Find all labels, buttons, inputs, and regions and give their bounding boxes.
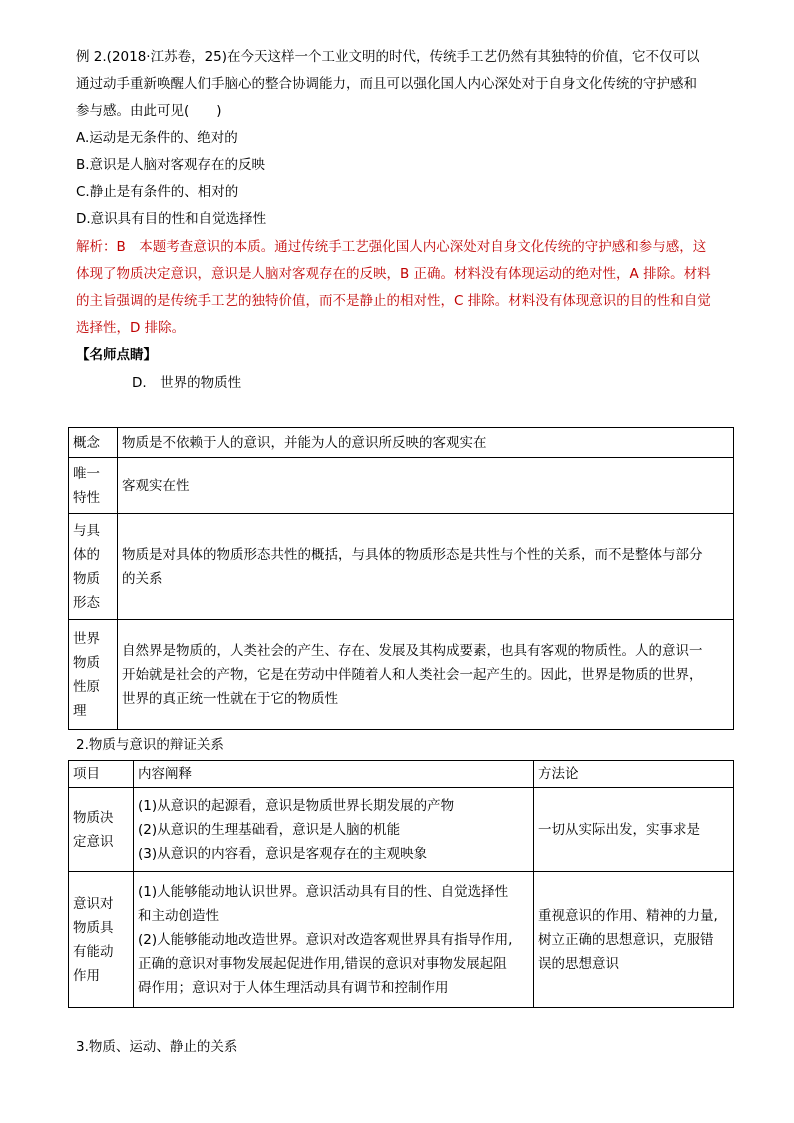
head-line: 世界	[73, 630, 100, 647]
section-title: 【名师点睛】	[76, 347, 157, 363]
content-line: 和主动创造性	[138, 907, 219, 924]
content-line: (2)人能够能动地改造世界。意识对改造客观世界具有指导作用,	[138, 931, 513, 948]
header-method: 方法论	[534, 761, 734, 788]
analysis-line-2: 体现了物质决定意识，意识是人脑对客观存在的反映，B 正确。材料没有体现运动的绝对性，A 排除。材料	[76, 266, 711, 282]
head-line: 性原	[73, 678, 100, 695]
analysis-line-1: 解析：B 本题考查意识的本质。通过传统手工艺强化国人内心深处对自身文化传统的守护感和参与感，这	[76, 239, 707, 255]
content-cell	[134, 872, 534, 1008]
head-line: 特性	[73, 489, 100, 506]
table-head-cell	[69, 620, 118, 730]
item-line: 作用	[73, 967, 100, 984]
method-cell: 一切从实际出发，实事求是	[534, 788, 734, 872]
item-line: 物质决	[73, 809, 114, 826]
content-line: 正确的意识对事物发展起促进作用,错误的意识对事物发展起阻	[138, 955, 507, 972]
subheading: D. 世界的物质性	[132, 375, 242, 391]
cell-line: 的关系	[122, 570, 163, 587]
heading-2: 2.物质与意识的辩证关系	[76, 737, 224, 753]
head-line: 物质	[73, 654, 100, 671]
option-a: A.运动是无条件的、绝对的	[76, 130, 238, 146]
content-line: 碍作用；意识对于人体生理活动具有调节和控制作用	[138, 979, 449, 996]
item-line: 定意识	[73, 833, 114, 850]
world-material-table	[68, 427, 734, 730]
head-line: 形态	[73, 594, 100, 611]
table-cell: 客观实在性	[118, 458, 734, 514]
option-d: D.意识具有目的性和自觉选择性	[76, 211, 267, 227]
analysis-line-4: 选择性，D 排除。	[76, 320, 186, 336]
item-line: 物质具	[73, 919, 114, 936]
item-line: 意识对	[73, 895, 114, 912]
table-header-row	[69, 761, 734, 788]
table-head-cell	[69, 514, 118, 620]
content-line: (1)从意识的起源看，意识是物质世界长期发展的产物	[138, 797, 455, 814]
example-line-2: 通过动手重新唤醒人们手脑心的整合协调能力，而且可以强化国人内心深处对于自身文化传统的守护感和	[76, 76, 697, 92]
item-line: 有能动	[73, 943, 114, 960]
analysis-line-3: 的主旨强调的是传统手工艺的独特价值，而不是静止的相对性，C 排除。材料没有体现意识的目的性和自觉	[76, 293, 711, 309]
header-item: 项目	[69, 761, 134, 788]
item-cell	[69, 788, 134, 872]
example-line-3: 参与感。由此可见( )	[76, 103, 222, 119]
header-content: 内容阐释	[134, 761, 534, 788]
head-line: 与具	[73, 522, 100, 539]
head-line: 体的	[73, 546, 100, 563]
table-cell	[118, 620, 734, 730]
head-line: 理	[73, 702, 87, 719]
content-line: (1)人能够能动地认识世界。意识活动具有目的性、自觉选择性	[138, 883, 509, 900]
head-line: 物质	[73, 570, 100, 587]
table-row	[69, 788, 734, 872]
item-cell	[69, 872, 134, 1008]
matter-consciousness-table	[68, 760, 734, 1008]
table-row	[69, 872, 734, 1008]
example-line-1: 例 2.(2018·江苏卷，25)在今天这样一个工业文明的时代，传统手工艺仍然有其独特的价值，它不仅可以	[76, 49, 700, 65]
option-b: B.意识是人脑对客观存在的反映	[76, 157, 266, 173]
head-line: 唯一	[73, 465, 100, 482]
table-row	[69, 428, 734, 458]
method-cell	[534, 872, 734, 1008]
cell-line: 自然界是物质的，人类社会的产生、存在、发展及其构成要素，也具有客观的物质性。人的意识一	[122, 642, 703, 659]
cell-line: 物质是对具体的物质形态共性的概括，与具体的物质形态是共性与个性的关系，而不是整体与部分	[122, 546, 703, 563]
table-head-cell	[69, 458, 118, 514]
table-row	[69, 458, 734, 514]
content-line: (2)从意识的生理基础看，意识是人脑的机能	[138, 821, 401, 838]
method-line: 误的思想意识	[538, 955, 619, 972]
table-cell: 物质是不依赖于人的意识，并能为人的意识所反映的客观实在	[118, 428, 734, 458]
cell-line: 世界的真正统一性就在于它的物质性	[122, 690, 338, 707]
table-row	[69, 620, 734, 730]
method-line: 重视意识的作用、精神的力量,	[538, 907, 718, 924]
table-cell	[118, 514, 734, 620]
table-row	[69, 514, 734, 620]
heading-3: 3.物质、运动、静止的关系	[76, 1039, 238, 1055]
method-line: 树立正确的思想意识，克服错	[538, 931, 714, 948]
option-c: C.静止是有条件的、相对的	[76, 184, 239, 200]
table-head-cell: 概念	[69, 428, 118, 458]
cell-line: 开始就是社会的产物，它是在劳动中伴随着人和人类社会一起产生的。因此，世界是物质的世界，	[122, 666, 703, 683]
content-cell	[134, 788, 534, 872]
content-line: (3)从意识的内容看，意识是客观存在的主观映象	[138, 845, 428, 862]
